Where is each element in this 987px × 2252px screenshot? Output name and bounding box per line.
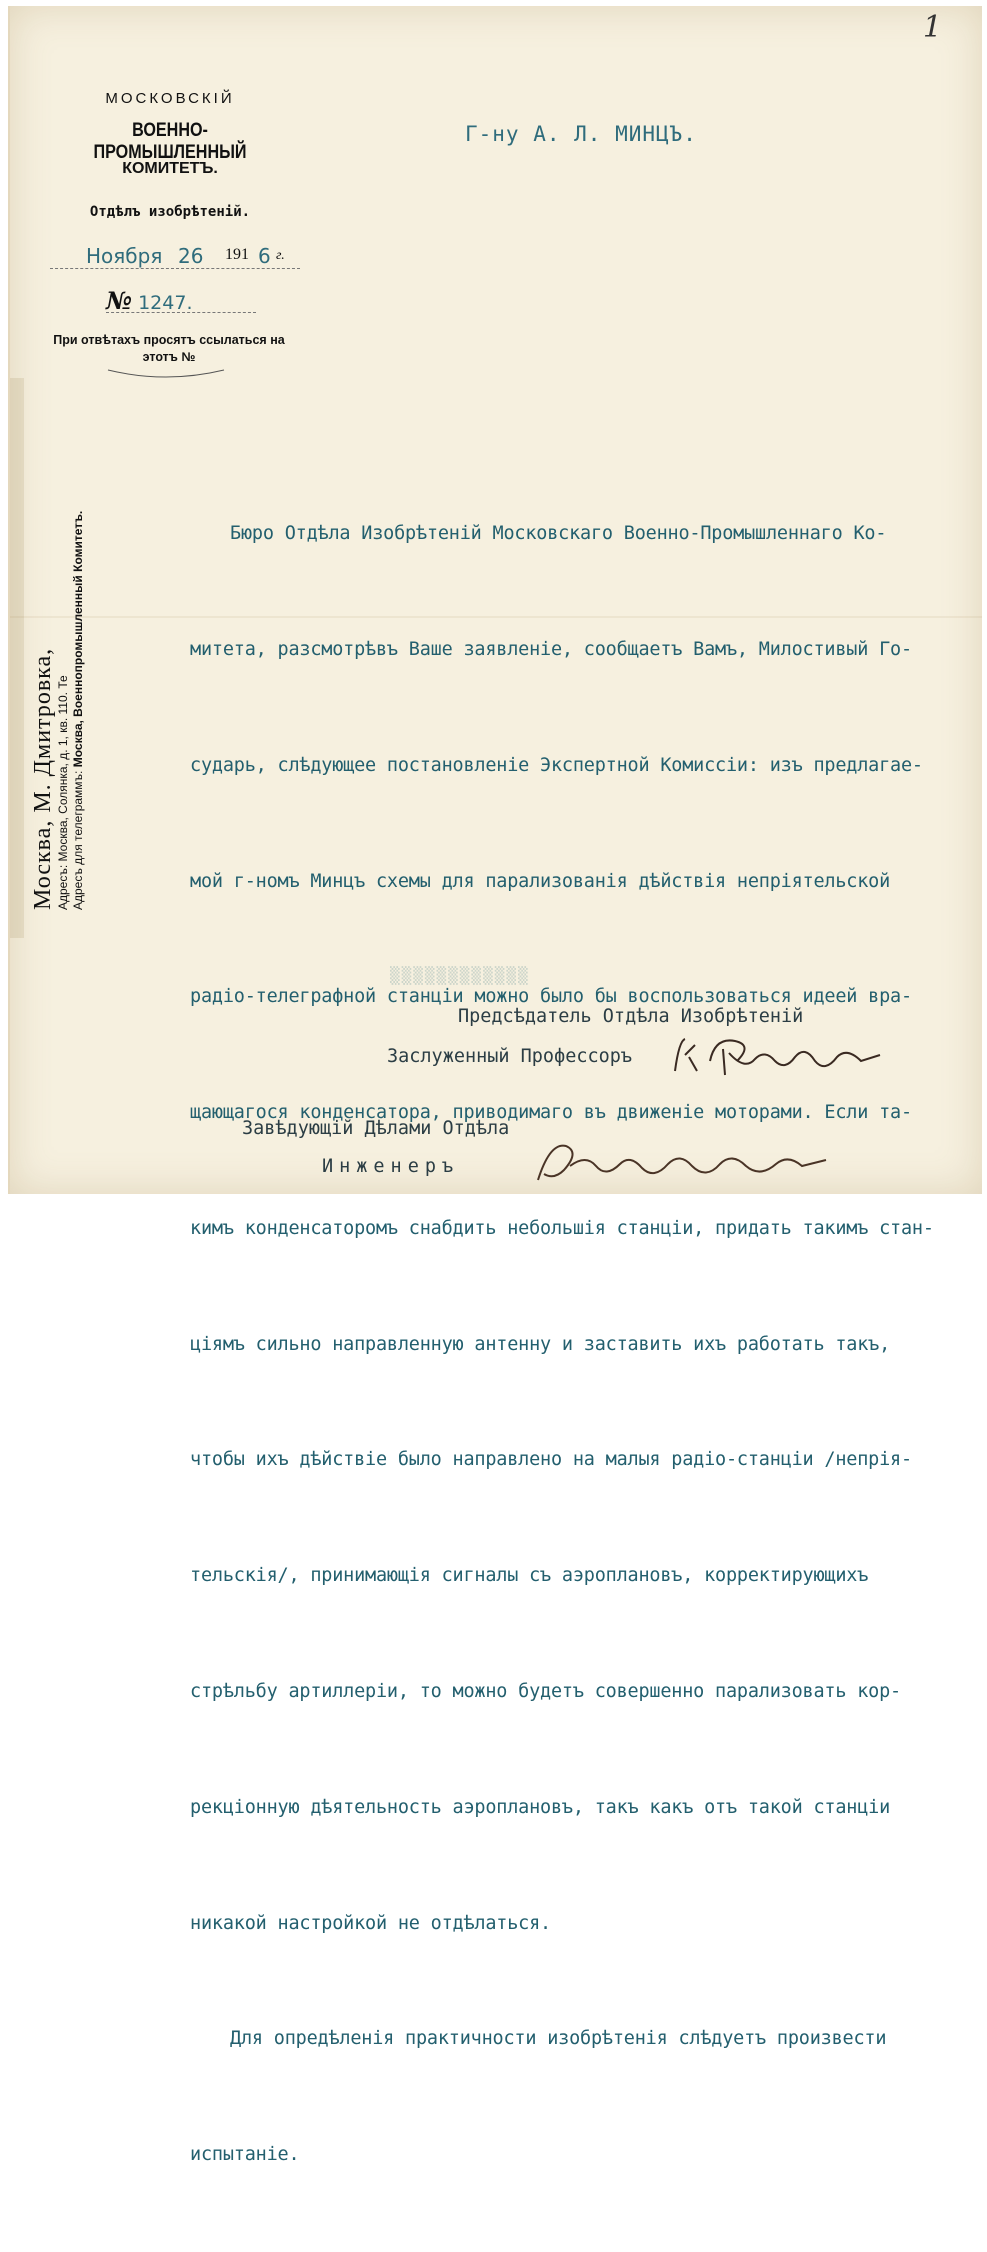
- address-stamp: [30, 511, 86, 910]
- number-value: 1247.: [138, 292, 193, 314]
- body-line: никакой настройкой не отдѣлаться.: [190, 1912, 551, 1934]
- date-suffix: г.: [276, 248, 285, 263]
- stamp-telegram: [71, 511, 86, 910]
- engineer-signature: [530, 1136, 835, 1192]
- letter-body: [190, 438, 970, 2252]
- professor-signature: [665, 1031, 890, 1087]
- addressee: Г-ну А. Л. МИНЦЪ.: [465, 122, 697, 146]
- body-line: мой г-номъ Минцъ схемы для парализованія дѣйствія непріятельской: [190, 870, 891, 892]
- body-line: сударь, слѣдующее постановленіе Экспертной Комиссіи: изъ предлагае-: [190, 754, 923, 776]
- letterhead-city: МОСКОВСКІЙ: [105, 90, 235, 107]
- professor-title: Заслуженный Профессоръ: [387, 1046, 633, 1067]
- chair-title: Предсѣдатель Отдѣла Изобрѣтеній: [458, 1006, 804, 1027]
- manager-title: Завѣдующій Дѣлами Отдѣла: [242, 1118, 510, 1139]
- date-year-prefix: 191: [225, 246, 249, 263]
- reference-note: При отвѣтахъ просятъ ссылаться на этотъ №: [53, 333, 285, 364]
- body-line: Бюро Отдѣла Изобрѣтеній Московскаго Военно-Промышленнаго Ко-: [230, 523, 887, 545]
- body-line: стрѣльбу артиллеріи, то можно будетъ совершенно парализовать кор-: [190, 1681, 901, 1702]
- paper-fold-shadow: [10, 378, 24, 938]
- body-line: тельскія/, принимающія сигналы съ аэроплановъ, корректирующихъ: [190, 1565, 869, 1587]
- letterhead-name: ВОЕННО-ПРОМЫШЛЕННЫЙ: [93, 120, 247, 163]
- ornament-curve: [106, 368, 226, 382]
- body-line: митета, разсмотрѣвъ Ваше заявленіе, сообщаетъ Вамъ, Милостивый Го-: [190, 638, 912, 660]
- outgoing-number: [106, 286, 193, 315]
- number-underline: [106, 312, 256, 313]
- body-line: кимъ конденсаторомъ снабдить небольшія станціи, придать такимъ стан-: [190, 1217, 934, 1239]
- body-line: радіо-телеграфной станціи можно было бы воспользоваться идеей вра-: [190, 986, 912, 1008]
- number-sign: №: [106, 286, 133, 315]
- stamp-telegram-label: Адресъ для телеграммъ:: [71, 770, 85, 910]
- letterhead-committee: КОМИТЕТЪ.: [122, 160, 218, 177]
- stamp-address: Адресъ: Москва, Солянка, д. 1, кв. 110. Те: [56, 675, 70, 910]
- letterhead-department: Отдѣлъ изобрѣтеній.: [89, 204, 251, 220]
- engineer-title: Инженеръ: [322, 1156, 460, 1177]
- stamp-city-street: Москва, М. Дмитровка,: [30, 647, 56, 910]
- date-month: Ноября: [86, 244, 163, 268]
- date-day: 26: [178, 244, 204, 268]
- page-number: 1: [922, 10, 942, 45]
- body-line: щающагося конденсатора, приводимаго въ движеніе моторами. Если та-: [190, 1102, 912, 1124]
- body-line: испытаніе.: [190, 2144, 300, 2166]
- stamp-telegram-value: Москва, Военнопромышленный Комитетъ.: [71, 510, 85, 768]
- date-year-digit: 6: [258, 244, 271, 268]
- body-line: чтобы ихъ дѣйствіе было направлено на малыя радіо-станціи /непрія-: [190, 1449, 912, 1471]
- faint-stamp-impression: ▒▒▒▒▒▒▒▒▒▒▒▒: [390, 966, 530, 985]
- body-line: Для опредѣленія практичности изобрѣтенія слѣдуетъ произвести: [230, 2028, 887, 2050]
- document-sheet: [8, 6, 982, 2166]
- date-line: [50, 244, 300, 269]
- body-line: ціямъ сильно направленную антенну и заставить ихъ работать такъ,: [190, 1333, 891, 1355]
- body-line: рекціонную дѣятельность аэроплановъ, такъ какъ отъ такой станціи: [190, 1796, 891, 1818]
